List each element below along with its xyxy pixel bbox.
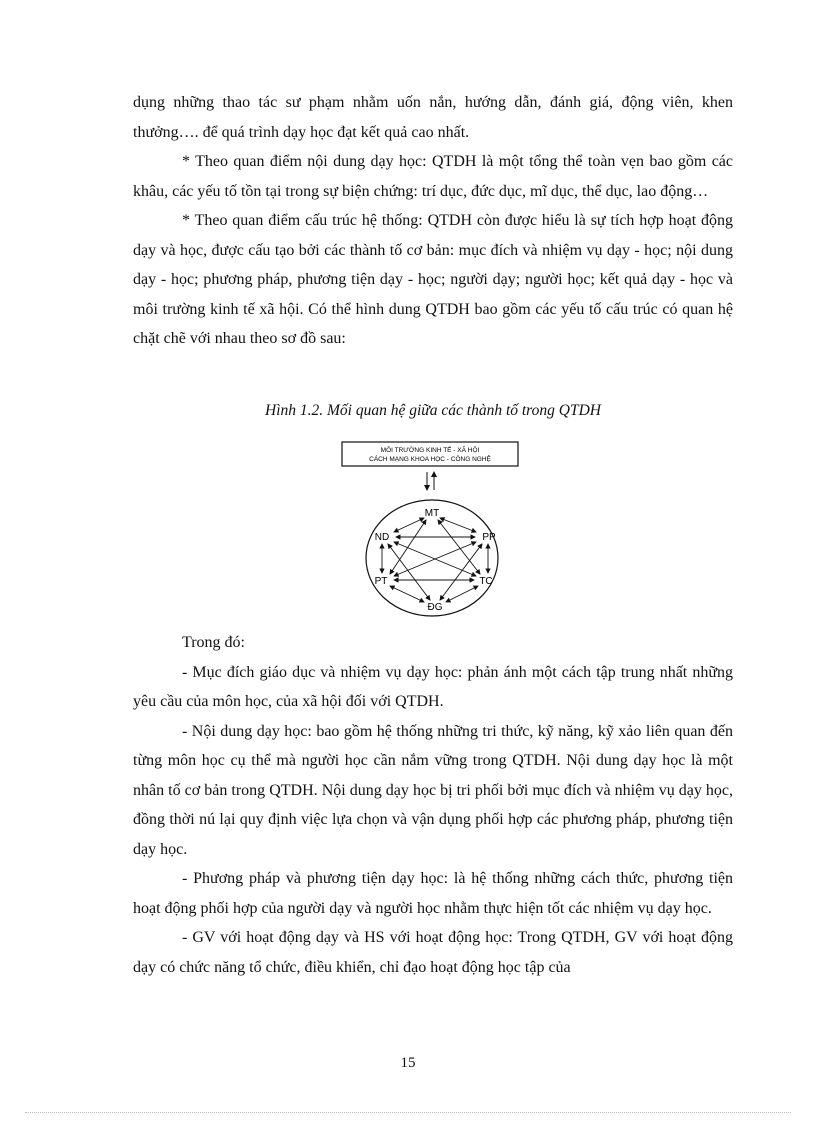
node-tc: TC [479,576,493,587]
paragraph-gv-hs: - GV với hoạt động dạy và HS với hoạt động học: Trong QTDH, GV với hoạt động dạy có chức năng tổ chức, điều khiển, chỉ đạo hoạt động học tập của [133,929,733,976]
qtdh-diagram [340,440,520,620]
node-pp: PP [482,532,496,543]
node-mt: MT [424,508,440,519]
figure-caption: Hình 1.2. Mối quan hệ giữa các thành tố trong QTDH [265,402,601,419]
paragraph-muc-dich: - Mục đích giáo dục và nhiệm vụ dạy học: phản ánh một cách tập trung nhất những yêu cầu của môn học, của xã hội đối với QTDH. [133,663,733,710]
paragraph-noi-dung: - Nội dung dạy học: bao gồm hệ thống những tri thức, kỹ năng, kỹ xảo liên quan đến từng môn học cụ thể mà người học cần nắm vững trong QTDH. Nội dung dạy học là một nhân tố cơ bản trong QTDH. Nội dung dạy học bị tri phối bởi mục đích và nhiệm vụ dạy học, đồng thời nú lại quy định việc lựa chọn và vận dụng phối hợp các phương pháp, phương tiện dạy học. [133,722,733,858]
paragraph-trong-do: Trong đó: [182,634,245,651]
body-text-bottom [133,628,733,982]
paragraph-phuong-phap: - Phương pháp và phương tiện dạy học: là hệ thống những cách thức, phương tiện hoạt động phối hợp của người dạy và người học nhằm thực hiện tốt các nhiệm vụ dạy học. [133,870,733,917]
node-connections [382,518,488,602]
footer-divider [25,1112,791,1113]
body-text-top [133,88,733,354]
paragraph-1: dụng những thao tác sư phạm nhằm uốn nắn, hướng dẫn, đánh giá, động viên, khen thưởng…. để quá trình dạy học đạt kết quả cao nhất. [133,94,733,141]
paragraph-3: * Theo quan điểm cấu trúc hệ thống: QTDH còn được hiểu là sự tích hợp hoạt động dạy và học, được cấu tạo bởi các thành tố cơ bản: mục đích và nhiệm vụ dạy - học; nội dung dạy - học; phương pháp, phương tiện dạy - học; người dạy; người học; kết quả dạy - học và môi trường kinh tế xã hội. Có thể hình dung QTDH bao gồm các yếu tố cấu trúc có quan hệ chặt chẽ với nhau theo sơ đồ sau: [133,212,733,347]
box-line-2: CÁCH MẠNG KHOA HỌC - CÔNG NGHỆ [369,456,491,463]
node-pt: PT [374,576,388,587]
page-number: 15 [400,1055,416,1071]
node-nd: ND [374,532,390,543]
node-dg: ĐG [427,602,443,613]
paragraph-2: * Theo quan điểm nội dung dạy học: QTDH là một tổng thể toàn vẹn bao gồm các khâu, các yếu tố tồn tại trong sự biện chứng: trí dục, đức dục, mĩ dục, thể dục, lao động… [133,153,733,200]
box-line-1: MÔI TRƯỜNG KINH TẾ - XÃ HỘI [380,447,480,454]
